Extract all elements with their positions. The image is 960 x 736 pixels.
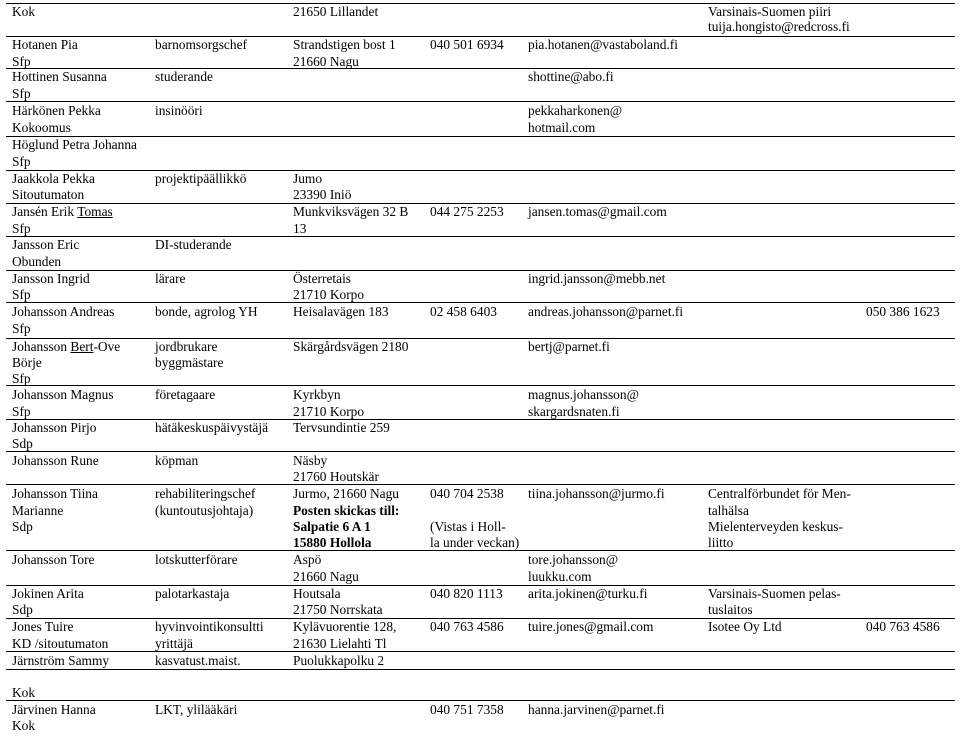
name — [12, 339, 120, 356]
party: Sfp — [12, 371, 31, 386]
address: Kylävuorentie 128, — [293, 619, 397, 634]
postal: 21710 Korpo — [293, 287, 365, 302]
name-part: Johansson — [12, 339, 71, 354]
address: Kyrkbyn — [293, 387, 341, 402]
address: Puolukkapolku 2 — [293, 653, 385, 668]
title: rehabiliteringschef — [155, 486, 256, 501]
divider — [6, 484, 955, 485]
title: insinööri — [155, 103, 203, 118]
title: köpman — [155, 453, 199, 468]
email: luukku.com — [528, 569, 592, 584]
party: KD /sitoutumaton — [12, 636, 109, 651]
name: Järvinen Hanna — [12, 702, 96, 717]
email: skargardsnaten.fi — [528, 404, 620, 419]
divider — [6, 302, 955, 303]
name-part: Tomas — [77, 204, 113, 219]
phone: 040 763 4586 — [430, 619, 504, 634]
party: Sfp — [12, 221, 31, 236]
party: Sdp — [12, 436, 33, 451]
title: studerande — [155, 69, 214, 84]
email: ingrid.jansson@mebb.net — [528, 271, 666, 286]
title: barnomsorgschef — [155, 37, 247, 52]
divider — [6, 170, 955, 171]
party: Sdp — [12, 519, 33, 534]
party: Sitoutumaton — [12, 187, 85, 202]
email: hanna.jarvinen@parnet.fi — [528, 702, 665, 717]
phone-secondary: 040 763 4586 — [866, 619, 940, 634]
party: Sfp — [12, 54, 31, 69]
email: tiina.johansson@jurmo.fi — [528, 486, 665, 501]
party: Obunden — [12, 254, 62, 269]
phone: 040 501 6934 — [430, 37, 504, 52]
party: Kok — [12, 685, 36, 700]
title: bonde, agrolog YH — [155, 304, 258, 319]
name: Johansson Tiina — [12, 486, 98, 501]
email: shottine@abo.fi — [528, 69, 614, 84]
divider — [6, 136, 955, 137]
address: 21650 Lillandet — [293, 4, 379, 19]
divider — [6, 651, 955, 652]
party: Kokoomus — [12, 120, 71, 135]
address: Heisalavägen 183 — [293, 304, 389, 319]
phone: 02 458 6403 — [430, 304, 497, 319]
party: Sdp — [12, 602, 33, 617]
email: arita.jokinen@turku.fi — [528, 586, 648, 601]
address: Aspö — [293, 552, 322, 567]
name: Härkönen Pekka — [12, 103, 101, 118]
phone-secondary: 050 386 1623 — [866, 304, 940, 319]
email: pekkaharkonen@ — [528, 103, 623, 118]
address: Skärgårdsvägen 2180 — [293, 339, 409, 354]
title: företagaare — [155, 387, 216, 402]
address: Jumo — [293, 171, 323, 186]
postal: 21750 Norrskata — [293, 602, 383, 617]
organization: tuslaitos — [708, 602, 753, 617]
address: Jurmo, 21660 Nagu — [293, 486, 400, 501]
name: Hotanen Pia — [12, 37, 78, 52]
postal: 21660 Nagu — [293, 569, 359, 584]
postal: 21710 Korpo — [293, 404, 365, 419]
name: Jokinen Arita — [12, 586, 84, 601]
name: Marianne — [12, 503, 64, 518]
organization: Varsinais-Suomen piiri — [708, 4, 832, 19]
name: Johansson Magnus — [12, 387, 114, 402]
email: tuija.hongisto@redcross.fi — [708, 19, 850, 34]
name-part: -Ove — [93, 339, 121, 354]
email: andreas.johansson@parnet.fi — [528, 304, 684, 319]
organization: Isotee Oy Ltd — [708, 619, 782, 634]
divider — [6, 451, 955, 452]
title: projektipäällikkö — [155, 171, 247, 186]
postal: 21760 Houtskär — [293, 469, 379, 484]
title: DI-studerande — [155, 237, 232, 252]
address: Näsby — [293, 453, 328, 468]
organization: Varsinais-Suomen pelas- — [708, 586, 841, 601]
title: palotarkastaja — [155, 586, 230, 601]
name: Johansson Tore — [12, 552, 95, 567]
divider — [6, 700, 955, 701]
phone: 040 704 2538 — [430, 486, 504, 501]
party: Sfp — [12, 404, 31, 419]
divider — [6, 385, 955, 386]
name-part: Bert — [70, 339, 94, 354]
email: pia.hotanen@vastaboland.fi — [528, 37, 678, 52]
email: tore.johansson@ — [528, 552, 619, 567]
party: Kok — [12, 718, 36, 733]
phone-note: la under veckan) — [430, 535, 520, 550]
address-note: Posten skickas till: — [293, 503, 400, 518]
address: Tervsundintie 259 — [293, 420, 390, 435]
email: bertj@parnet.fi — [528, 339, 610, 354]
email: jansen.tomas@gmail.com — [528, 204, 667, 219]
postal: 15880 Hollola — [293, 535, 372, 550]
divider — [6, 101, 955, 102]
email: hotmail.com — [528, 120, 596, 135]
name: Jansson Ingrid — [12, 271, 90, 286]
divider — [6, 236, 955, 237]
address: 13 — [293, 221, 307, 236]
party-label: Kok — [12, 4, 36, 19]
organization: Centralförbundet för Men- — [708, 486, 851, 501]
title: hätäkeskuspäivystäjä — [155, 420, 269, 435]
divider — [6, 68, 955, 69]
party: Sfp — [12, 154, 31, 169]
title: hyvinvointikonsultti — [155, 619, 264, 634]
phone: 044 275 2253 — [430, 204, 504, 219]
title: (kuntoutusjohtaja) — [155, 503, 254, 518]
name: Hottinen Susanna — [12, 69, 107, 84]
organization: Mielenterveyden keskus- — [708, 519, 843, 534]
address: Munkviksvägen 32 B — [293, 204, 409, 219]
name — [12, 204, 113, 221]
name: Höglund Petra Johanna — [12, 137, 137, 152]
divider — [6, 338, 955, 339]
name: Jones Tuire — [12, 619, 74, 634]
party: Sfp — [12, 86, 31, 101]
email: tuire.jones@gmail.com — [528, 619, 654, 634]
divider — [6, 270, 955, 271]
name: Johansson Andreas — [12, 304, 115, 319]
party: Sfp — [12, 287, 31, 302]
title: byggmästare — [155, 355, 224, 370]
divider — [6, 669, 955, 670]
address: Houtsala — [293, 586, 341, 601]
title: kasvatust.maist. — [155, 653, 241, 668]
postal: 23390 Iniö — [293, 187, 352, 202]
phone: 040 751 7358 — [430, 702, 504, 717]
address: Salpatie 6 A 1 — [293, 519, 371, 534]
title: yrittäjä — [155, 636, 193, 651]
postal: 21630 Lielahti Tl — [293, 636, 387, 651]
title: lotskutterförare — [155, 552, 238, 567]
organization: talhälsa — [708, 503, 749, 518]
name-part: Jansén Erik — [12, 204, 78, 219]
email: magnus.johansson@ — [528, 387, 639, 402]
address: Österretais — [293, 271, 352, 286]
organization: liitto — [708, 535, 734, 550]
name: Jansson Eric — [12, 237, 80, 252]
title: jordbrukare — [155, 339, 218, 354]
name: Järnström Sammy — [12, 653, 110, 668]
divider — [6, 419, 955, 420]
name: Jaakkola Pekka — [12, 171, 95, 186]
phone: 040 820 1113 — [430, 586, 503, 601]
postal: 21660 Nagu — [293, 54, 359, 69]
title: lärare — [155, 271, 186, 286]
address: Strandstigen bost 1 — [293, 37, 396, 52]
name: Johansson Pirjo — [12, 420, 97, 435]
title: LKT, ylilääkäri — [155, 702, 238, 717]
party: Sfp — [12, 321, 31, 336]
name: Johansson Rune — [12, 453, 99, 468]
phone-note: (Vistas i Holl- — [430, 519, 506, 534]
name: Börje — [12, 355, 42, 370]
